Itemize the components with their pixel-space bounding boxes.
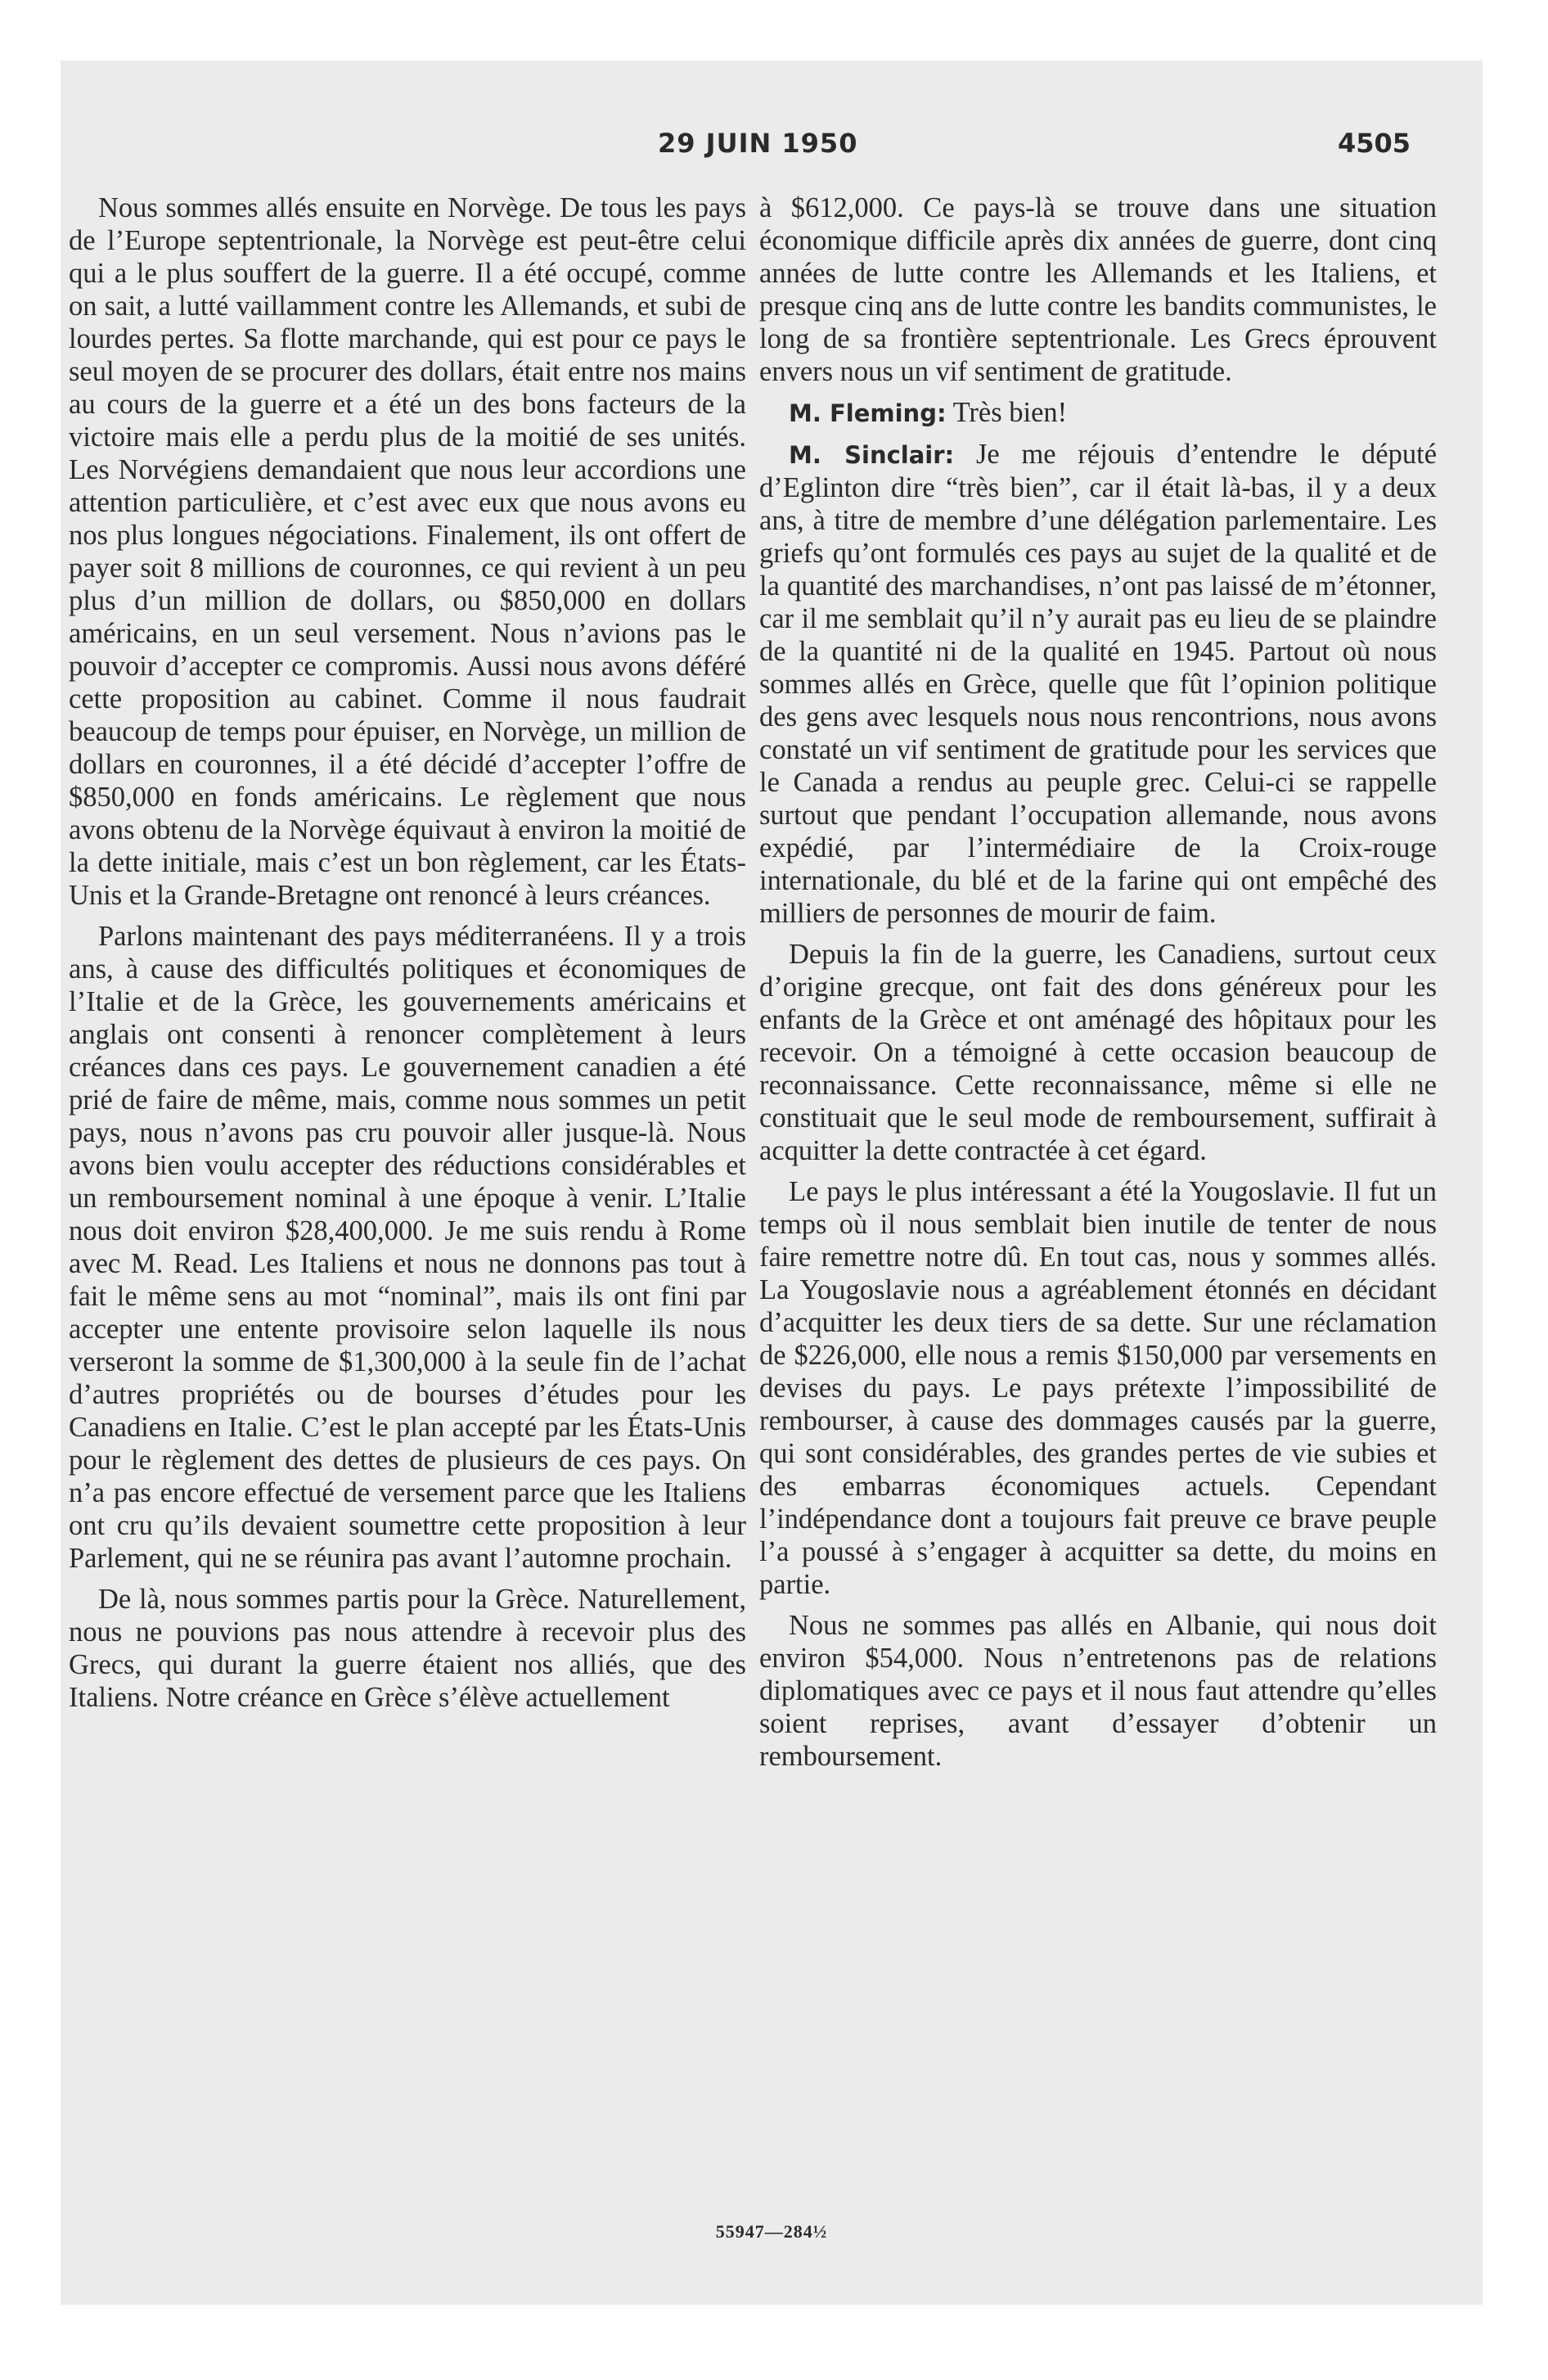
paragraph: Depuis la fin de la guerre, les Canadiens, surtout ceux d’origine grecque, ont fait des dons généreux pour les enfants de la Grèce et ont aménagé des hôpitaux pour les recevoir. On a témoigné à cette occasion beaucoup de reconnaissance. Cette reconnaissance, même si elle ne constituait que le seul mode de remboursement, suffirait à acquitter la dette contractée à cet égard. — [759, 939, 1437, 1166]
paragraph: De là, nous sommes partis pour la Grèce. Naturellement, nous ne pouvions pas nous attendre à recevoir plus des Grecs, qui durant la guerre étaient nos alliés, que des Italiens. Notre créance en Grèce s’élève actuellement — [69, 1584, 746, 1713]
paragraph — [759, 438, 1437, 930]
speaker-name: M. Fleming: — [789, 399, 947, 427]
speech-text: Je me réjouis d’entendre le député d’Eglinton dire “très bien”, car il était là-bas, il y a deux ans, à titre de membre d’une délégation parlementaire. Les griefs qu’ont formulés ces pays au sujet de la qualité et de la quantité des marchandises, n’ont pas laissé de m’étonner, car il me semblait qu’il n’y aurait pas eu lieu de se plaindre de la quantité ni de la qualité en 1945. Partout où nous sommes allés en Grèce, quelle que fût l’opinion politique des gens avec lesquels nous nous rencontrions, nous avons constaté un vif sentiment de gratitude pour les services que le Canada a rendus au peuple grec. Celui-ci se rappelle surtout que pendant l’occupation allemande, nous avons expédié, par l’intermédiaire de la Croix-rouge internationale, du blé et de la farine qui ont empêché des milliers de personnes de mourir de faim. — [759, 439, 1438, 929]
page-date: 29 JUIN 1950 — [658, 128, 858, 159]
paragraph: Le pays le plus intéressant a été la Yougoslavie. Il fut un temps où il nous semblait bien inutile de tenter de nous faire remettre notre dû. En tout cas, nous y sommes allés. La Yougoslavie nous a agréablement étonnés en décidant d’acquitter les deux tiers de sa dette. Sur une réclamation de $226,000, elle nous a remis $150,000 par versements en devises du pays. Le pays prétexte l’impossibilité de rembourser, à cause des dommages causés par la guerre, qui sont considérables, des grandes pertes de vie subies et des embarras économiques actuels. Cependant l’indépendance dont a toujours fait preuve ce brave peuple l’a poussé à s’engager à acquitter sa dette, du moins en partie. — [759, 1176, 1437, 1600]
page-header — [61, 128, 1483, 169]
page-number: 4505 — [1337, 128, 1411, 159]
paragraph: Nous ne sommes pas allés en Albanie, qui nous doit environ $54,000. Nous n’entretenons pas de relations diplomatiques avec ce pays et il nous faut attendre qu’elles soient reprises, avant d’essayer d’obtenir un remboursement. — [759, 1610, 1437, 1772]
left-column — [69, 192, 746, 1722]
speech-text: Très bien! — [946, 397, 1068, 428]
right-column — [759, 192, 1437, 1781]
speaker-name: M. Sinclair: — [789, 441, 955, 469]
page-sheet — [61, 61, 1483, 2305]
paragraph — [759, 396, 1437, 430]
paragraph: Nous sommes allés ensuite en Norvège. De tous les pays de l’Europe septentrionale, la Norvège est peut-être celui qui a le plus souffert de la guerre. Il a été occupé, comme on sait, a lutté vaillamment contre les Allemands, et subi de lourdes pertes. Sa flotte marchande, qui est pour ce pays le seul moyen de se procurer des dollars, était entre nos mains au cours de la guerre et a été un des bons facteurs de la victoire mais elle a perdu plus de la moitié de ses unités. Les Norvégiens demandaient que nous leur accordions une attention particulière, et c’est avec eux que nous avons eu nos plus longues négociations. Finalement, ils ont offert de payer soit 8 millions de couronnes, ce qui revient à un peu plus d’un million de dollars, ou $850,000 en dollars américains, en un seul versement. Nous n’avions pas le pouvoir d’accepter ce compromis. Aussi nous avons déféré cette proposition au cabinet. Comme il nous faudrait beaucoup de temps pour épuiser, en Norvège, un million de dollars en couronnes, il a été décidé d’accepter l’offre de $850,000 en fonds américains. Le règlement que nous avons obtenu de la Norvège équivaut à environ la moitié de la dette initiale, mais c’est un bon règlement, car les États-Unis et la Grande-Bretagne ont renoncé à leurs créances. — [69, 192, 746, 911]
paragraph: à $612,000. Ce pays-là se trouve dans une situation économique difficile après dix années de guerre, dont cinq années de lutte contre les Allemands et les Italiens, et presque cinq ans de lutte contre les bandits communistes, le long de sa frontière septentrionale. Les Grecs éprouvent envers nous un vif sentiment de gratitude. — [759, 192, 1437, 387]
paragraph: Parlons maintenant des pays méditerranéens. Il y a trois ans, à cause des difficultés politiques et économiques de l’Italie et de la Grèce, les gouvernements américains et anglais ont consenti à renoncer complètement à leurs créances dans ces pays. Le gouvernement canadien a été prié de faire de même, mais, comme nous sommes un petit pays, nous n’avons pas cru pouvoir aller jusque-là. Nous avons bien voulu accepter des réductions considérables et un remboursement nominal à une époque à venir. L’Italie nous doit environ $28,400,000. Je me suis rendu à Rome avec M. Read. Les Italiens et nous ne donnons pas tout à fait le même sens au mot “nominal”, mais ils ont fini par accepter une entente provisoire selon laquelle ils nous verseront la somme de $1,300,000 à la seule fin de l’achat d’autres propriétés ou de bourses d’études pour les Canadiens en Italie. C’est le plan accepté par les États-Unis pour le règlement des dettes de plusieurs de ces pays. On n’a pas encore effectué de versement parce que les Italiens ont cru qu’ils devaient soumettre cette proposition à leur Parlement, qui ne se réunira pas avant l’automne prochain. — [69, 921, 746, 1574]
print-code: 55947—284½ — [715, 2221, 828, 2242]
